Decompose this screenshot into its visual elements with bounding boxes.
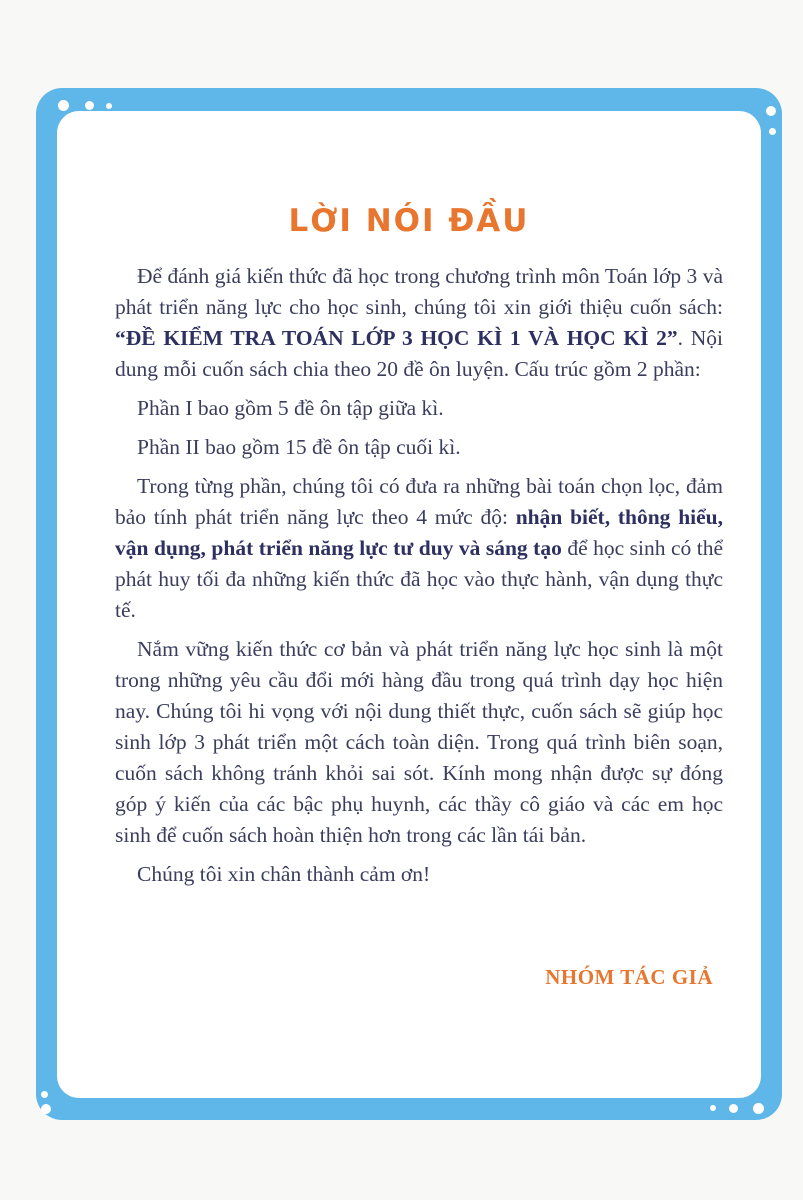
paragraph-thanks: Chúng tôi xin chân thành cảm ơn! (137, 862, 431, 886)
intro-text-b: . Nội dung mỗi cuốn sách chia theo 20 đề ôn luyện. Cấu trúc gồm 2 phần: (115, 326, 723, 381)
levels-text-a: Trong từng phần, chúng tôi có đưa ra những bài toán chọn lọc, đảm bảo tính phát triển năng lực theo 4 mức độ: (115, 474, 723, 529)
intro-text-a: Để đánh giá kiến thức đã học trong chương trình môn Toán lớp 3 và phát triển năng lực cho học sinh, chúng tôi xin giới thiệu cuốn sách: (115, 264, 723, 319)
decor-dot-icon (753, 1103, 764, 1114)
levels-text-b: để học sinh có thể phát huy tối đa những kiến thức đã học vào thực hành, vận dụng thực tế. (115, 536, 723, 622)
paragraph-goals: Nắm vững kiến thức cơ bản và phát triển năng lực học sinh là một trong những yêu cầu đổi mới hàng đầu trong quá trình dạy học hiện nay. Chúng tôi hi vọng với nội dung thiết thực, cuốn sách sẽ giúp học sinh lớp 3 phát triển một cách toàn diện. Trong quá trình biên soạn, cuốn sách không tránh khỏi sai sót. Kính mong nhận được sự đóng góp ý kiến của các bậc phụ huynh, các thầy cô giáo và các em học sinh để cuốn sách hoàn thiện hơn trong các lần tái bản. (115, 637, 723, 847)
decor-dot-icon (710, 1105, 716, 1111)
page-frame (36, 88, 782, 1120)
decor-dot-icon (41, 1104, 51, 1114)
page-title: LỜI NÓI ĐẦU (288, 203, 530, 239)
decor-dot-icon (766, 106, 776, 116)
paragraph-levels (115, 471, 723, 626)
decor-dot-icon (58, 100, 69, 111)
decor-dot-icon (85, 101, 94, 110)
decor-dot-icon (769, 128, 776, 135)
levels-bold: nhận biết, thông hiểu, vận dụng, phát triển năng lực tư duy và sáng tạo (115, 505, 723, 560)
paragraph-part-1: Phần I bao gồm 5 đề ôn tập giữa kì. (137, 396, 444, 420)
decor-dot-icon (41, 1091, 48, 1098)
paragraph-part-2: Phần II bao gồm 15 đề ôn tập cuối kì. (137, 435, 461, 459)
paragraph-intro (115, 261, 723, 385)
author-signature: NHÓM TÁC GIẢ (545, 965, 713, 989)
book-title: “ĐỀ KIỂM TRA TOÁN LỚP 3 HỌC KÌ 1 VÀ HỌC KÌ 2” (115, 326, 678, 350)
decor-dot-icon (106, 103, 112, 109)
content-panel (57, 111, 761, 1098)
preface-body (115, 261, 723, 898)
decor-dot-icon (729, 1104, 738, 1113)
